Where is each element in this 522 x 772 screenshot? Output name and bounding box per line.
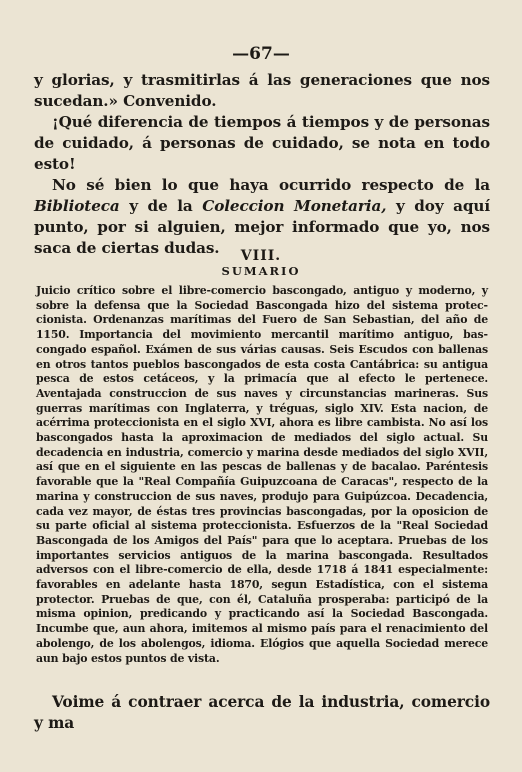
paragraph-3-italic-biblioteca: Biblioteca [34,197,120,215]
page-number: —67— [232,44,290,64]
paragraph-3 [34,175,490,259]
paragraph-3-text-b: y de la [119,197,203,215]
paragraph-3-text-a: No sé bien lo que haya ocurrido respecto de la [52,176,490,194]
paragraph-2: ¡Qué diferencia de tiempos á tiempos y de personas de cuidado, á personas de cuidado, se nota en todo esto! [34,113,490,173]
section-number: VIII. [240,248,282,264]
summary-heading: SUMARIO [221,264,301,278]
paragraph-3-text-c: y doy aquí punto, por si alguien, mejor informado que yo, nos saca de ciertas dudas. [34,197,491,257]
body-text-bottom [34,692,490,734]
paragraph-3-italic-coleccion: Coleccion Monetaria, [202,197,387,215]
paragraph-1: y glorias, y trasmitirlas á las generaciones que nos sucedan.» Convenido. [34,71,490,110]
paragraph-4: Voime á contraer acerca de la industria, comercio y ma [34,693,490,732]
body-text-top [34,70,490,259]
summary-text: Juicio crítico sobre el libre-comercio bascongado, antiguo y moderno, y sobre la defensa que la Sociedad Bascongada hizo del sistema proteccionista. Ordenanzas marítimas del Fuero de San Sebastian, del año de 1150. Importancia del movimiento mercantil marítimo antiguo, bascongado español. Exámen de sus várias causas. Seis Escudos con ballenas en otros tantos pueblos bascongados de esta costa Cantábrica: su antigua pesca de estos cetáceos, y la primacía que al efecto le pertenece. Aventajada construccion de sus naves y circunstancias marineras. Sus guerras marítimas con Inglaterra, y tréguas, siglo XIV. Esta nacion, de acérrima proteccionista en el siglo XVI, ahora es libre cambista. No así los bascongados hasta la aproximacion de mediados del siglo actual. Su decadencia en industria, comercio y marina desde mediados del siglo XVII, así que en el siguiente en las pescas de ballenas y de bacalao. Paréntesis favorable que la "Real Compañía Guipuzcoana de Caracas", respecto de la marina y construccion de sus naves, produjo para Guipúzcoa. Decadencia, cada vez mayor, de éstas tres provincias bascongadas, por la oposicion de su parte oficial al sistema proteccionista. Esfuerzos de la "Real Sociedad Bascongada de los Amigos del País" para que lo aceptara. Pruebas de los importantes servicios antiguos de la marina bascongada. Resultados adversos con el libre-comercio de ella, desde 1718 á 1841 especialmente: favorables en adelante hasta 1870, segun Estadística, con el sistema protector. Pruebas de que, con él, Cataluña prosperaba: participó de la misma opinion, predicando y practicando así la Sociedad Bascongada. Incumbe que, aun ahora, imitemos al mismo país para el renacimiento del abolengo, de los abolengos, idioma. Elógios que aquella Sociedad merece aun bajo estos puntos de vista. [36,284,488,665]
